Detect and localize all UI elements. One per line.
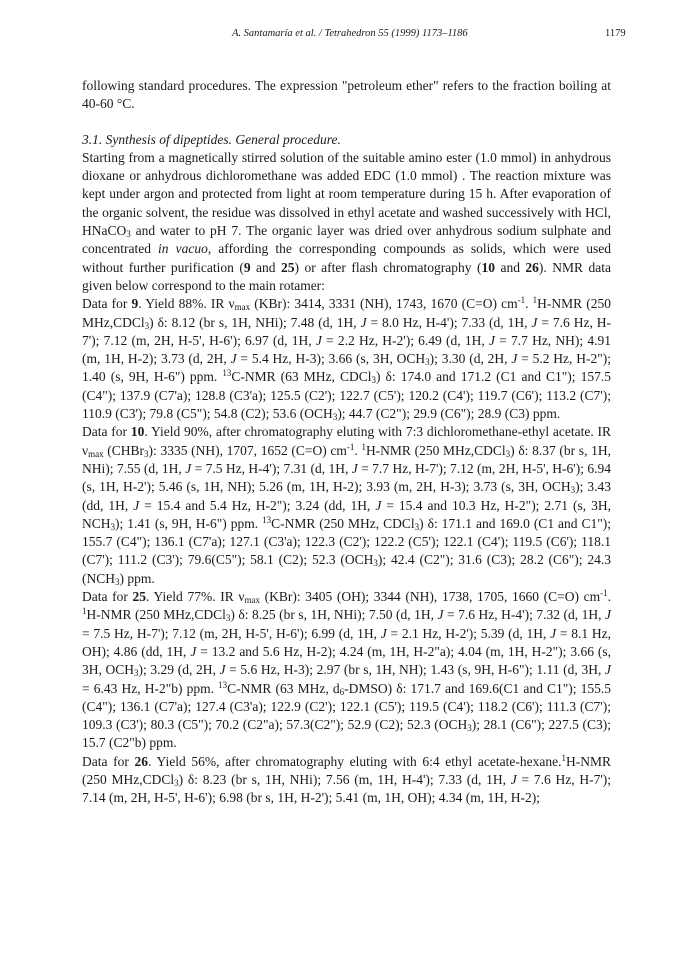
data-paragraph-25: Data for 25. Yield 77%. IR $\nu_{max}$ (KBr): 3405 (OH); 3344 (NH), 1738, 1705, 1660 (C=O) $cm^{-1}$. $^1$H-NMR (250 MHz,CDCl$_3$) δ: 8.25 (br s, 1H, NHi); 7.50 (d, 1H, J = 7.6 Hz, H-4'); 7.32 (d, 1H, J = 7.5 Hz, H-7'); 7.12 (m, 2H, H-5', H-6'); 6.99 (d, 1H, J = 2.1 Hz, H-2'); 5.39 (d, 1H, J = 8.1 Hz, OH); 4.86 (dd, 1H, J = 13.2 and 5.6 Hz, H-2); 4.24 (m, 1H, H-2"a); 4.04 (m, 1H, H-2"); 3.66 (s, 3H, $OCH_3$); 3.29 (d, 2H, J = 5.6 Hz, H-3); 2.97 (br s, 1H, NH); 1.43 (s, 9H, H-6"); 1.11 (d, 3H, J = 6.43 Hz, H-2"b) ppm. $^{13}$C-NMR (63 MHz, $d_6-DMSO$) δ: 171.7 and 169.6(C1 and C1"); 155.5 (C4"); 136.1 (C7'a); 127.4 (C3'a); 122.9 (C2'); 122.1 (C5'); 119.5 (C4'); 118.2 (C6'); 111.3 (C7'); 109.3 (C3'); 80.3 (C5"); 70.2 (C2"a); 57.3(C2"); 52.9 (C2); 52.3 $(OCH_3)$; 28.1 (C6"); 227.5 (C3); 15.7 (C2"b) ppm. <box>82 588 612 751</box>
paragraph-gap <box>82 114 611 131</box>
section-heading: 3.1. Synthesis of dipeptides. General procedure. <box>82 131 341 147</box>
intro-paragraph: following standard procedures. The expression "petroleum ether" refers to the fraction boiling at 40-60 °C. <box>82 78 611 112</box>
page-number: 1179 <box>605 28 626 39</box>
data-paragraph-9: Data for 9. Yield 88%. IR $\nu_{max}$ (KBr): 3414, 3331 (NH), 1743, 1670 (C=O) $cm^{-1}$. $^1$H-NMR (250 MHz,CDCl$_3$) δ: 8.12 (br s, 1H, NHi); 7.48 (d, 1H, J = 8.0 Hz, H-4'); 7.33 (d, 1H, J = 7.6 Hz, H-7'); 7.12 (m, 2H, H-5', H-6'); 6.97 (d, 1H, J = 2.2 Hz, H-2'); 6.49 (d, 1H, J = 7.7 Hz, NH); 4.91 (m, 1H, H-2); 3.73 (d, 2H, J = 5.4 Hz, H-3); 3.66 (s, 3H, $OCH_3$); 3.30 (d, 2H, J = 5.2 Hz, H-2"); 1.40 (s, 9H, H-6") ppm. $^{13}$C-NMR (63 MHz, CDCl$_3$) δ: 174.0 and 171.2 (C1 and C1"); 157.5 (C4"); 137.9 (C7'a); 128.8 (C3'a); 125.5 (C2'); 122.7 (C5'); 120.2 (C4'); 119.7 (C6'); 113.2 (C7'); 110.9 (C3'); 79.8 (C5"); 54.8 (C2); 53.6 $(OCH_3)$; 44.7 (C2"); 29.9 (C6"); 28.9 (C3) ppm. <box>82 295 612 423</box>
data-paragraph-26: Data for 26. Yield 56%, after chromatography eluting with 6:4 ethyl acetate-hexane.$^1$H-NMR (250 MHz,CDCl$_3$) δ: 8.23 (br s, 1H, NHi); 7.56 (m, 1H, H-4'); 7.33 (d, 1H, J = 7.6 Hz, H-7'); 7.14 (m, 2H, H-5', H-6'); 6.98 (br s, 1H, H-2'); 5.41 (m, 1H, OH); 4.34 (m, 1H, H-2); <box>82 752 612 806</box>
page-body <box>82 77 611 808</box>
data-paragraph-10: Data for 10. Yield 90%, after chromatography eluting with 7:3 dichloromethane-ethyl acetate. IR $\nu_{max}$ (CHBr$_3$): 3335 (NH), 1707, 1652 (C=O) $cm^{-1}$. $^1$H-NMR (250 MHz,CDCl$_3$) δ: 8.37 (br s, 1H, NHi); 7.55 (d, 1H, J = 7.5 Hz, H-4'); 7.31 (d, 1H, J = 7.7 Hz, H-7'); 7.12 (m, 2H, H-5', H-6'); 6.94 (s, 1H, H-2'); 5.46 (s, 1H, NH); 5.26 (m, 1H, H-2); 3.93 (m, 2H, H-3); 3.73 (s, 3H, $OCH_3$); 3.43 (dd, 1H, J = 15.4 and 5.4 Hz, H-2"); 3.24 (dd, 1H, J = 15.4 and 10.3 Hz, H-2"); 2.71 (s, 3H, $NCH_3$); 1.41 (s, 9H, H-6") ppm. $^{13}$C-NMR (250 MHz, CDCl$_3$) δ: 171.1 and 169.0 (C1 and C1"); 155.7 (C4"); 136.1 (C7'a); 127.1 (C3'a); 122.3 (C2'); 122.2 (C5'); 122.1 (C4'); 119.5 (C6'); 118.1 (C7'); 111.2 (C3'); 79.6(C5"); 58.1 (C2); 52.3 $(OCH_3)$; 42.4 (C2"); 31.6 (C3); 28.2 (C6"); 24.3 $(NCH_3)$ ppm. <box>82 424 612 587</box>
running-head <box>0 28 692 44</box>
running-title: A. Santamaría et al. / Tetrahedron 55 (1999) 1173–1186 <box>232 28 468 39</box>
procedure-paragraph: Starting from a magnetically stirred solution of the suitable amino ester (1.0 mmol) in anhydrous dioxane or anhydrous dichloromethane was added EDC (1.0 mmol) . The reaction mixture was kept under argon and protected from light at room temperature during 15 h. After evaporation of the organic solvent, the residue was dissolved in ethyl acetate and washed successively with HCl, HNaCO$_3$ and water to pH 7. The organic layer was dried over anhydrous sodium sulphate and concentrated in vacuo, affording the corresponding compounds as solids, which were used without further purification (9 and 25) or after flash chromatography (10 and 26). NMR data given below correspond to the main rotamer: <box>82 149 611 293</box>
